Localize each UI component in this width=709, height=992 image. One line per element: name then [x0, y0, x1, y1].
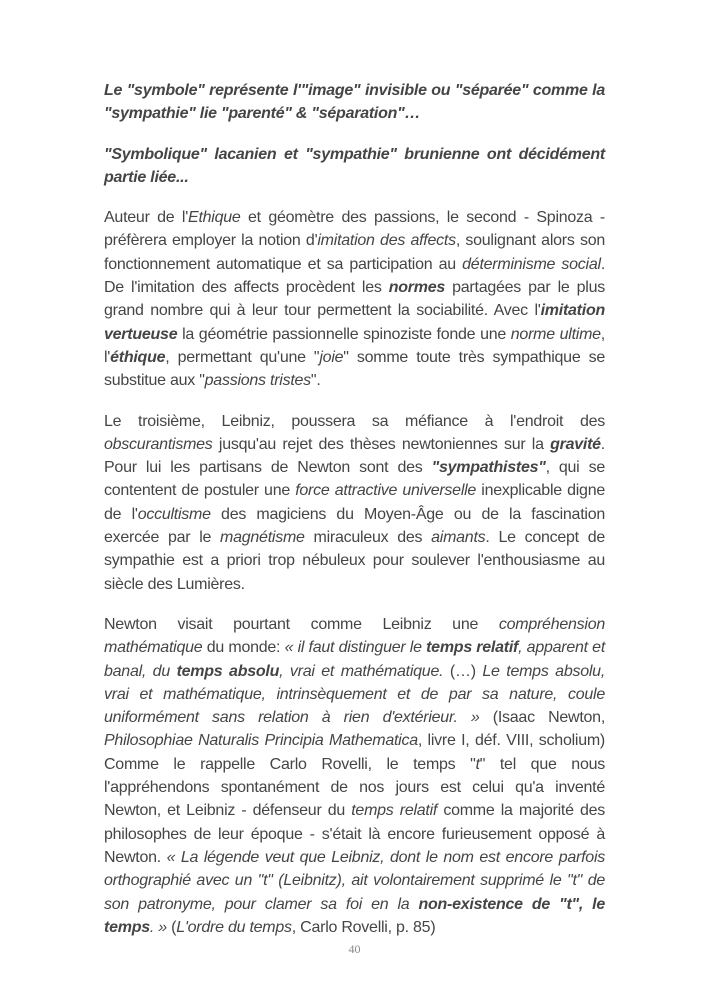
- text-run: Auteur de l': [104, 209, 189, 227]
- emphasized-text: magnétisme: [220, 529, 305, 547]
- emphasized-text: gravité: [550, 435, 601, 453]
- emphasized-text: compréhension mathématique: [104, 615, 605, 657]
- text-run: . De l'imitation des affects procèdent les: [104, 255, 606, 297]
- paragraph: [104, 143, 605, 190]
- text-run: miraculeux des: [304, 529, 432, 547]
- emphasized-text: L'ordre du temps: [176, 918, 292, 936]
- text-run: , livre I, déf. VIII, scholium) Comme le rappelle Carlo Rovelli, le temps ": [104, 732, 606, 773]
- emphasized-text: obscurantismes: [104, 435, 213, 453]
- text-run: des magiciens du Moyen-Âge ou de la fascination exercée par le: [104, 505, 605, 547]
- emphasized-text: normes: [388, 279, 446, 297]
- text-run: , l': [104, 325, 605, 366]
- emphasized-text: non-existence de "t", le temps: [104, 895, 605, 936]
- emphasized-text: temps relatif: [351, 802, 438, 820]
- emphasized-text: , apparent et banal, du: [104, 639, 606, 680]
- emphasized-text: "Symbolique" lacanien et "sympathie" brunienne ont décidément partie liée...: [104, 145, 605, 186]
- text-run: . Le concept de sympathie est a priori trop nébuleux pour soulever l'enthousiasme au siècle des Lumières.: [104, 529, 606, 593]
- text-run: et géomètre des passions, le second - Spinoza - préfèrera employer la notion d': [104, 209, 606, 250]
- text-run: la géométrie passionnelle spinoziste fonde une: [177, 325, 511, 343]
- text-run: , soulignant alors son fonctionnement automatique et sa participation au: [104, 232, 606, 273]
- paragraph: [104, 613, 605, 939]
- paragraph: [104, 206, 605, 392]
- text-run: , qui se contentent de postuler une: [104, 459, 605, 500]
- emphasized-text: , vrai et mathématique.: [279, 662, 450, 680]
- text-run: comme la majorité des philosophes de leur époque - s'était là encore furieusement opposé à Newton.: [104, 802, 606, 866]
- emphasized-text: force attractive universelle: [295, 482, 477, 500]
- text-run: Newton visait pourtant comme Leibniz une: [104, 615, 499, 633]
- emphasized-text: Ethique: [188, 209, 241, 227]
- emphasized-text: occultisme: [137, 505, 211, 523]
- text-run: partagées par le plus grand nombre qui à leur tour permettent la sociabilité. Avec l': [104, 279, 606, 320]
- emphasized-text: « La légende veut que Leibniz, dont le nom est encore parfois orthographié avec un "t" (Leibnitz), ait volontairement supprimé le "t" de son patronyme, pour clamer sa foi en la: [104, 848, 606, 913]
- text-run: " somme toute très sympathique se substitue aux ": [104, 348, 606, 390]
- emphasized-text: Le "symbole" représente l'"image" invisible ou "séparée" comme la "sympathie" lie "parenté" & "séparation"…: [104, 82, 605, 123]
- emphasized-text: déterminisme social: [462, 255, 601, 273]
- text-run: du monde:: [202, 639, 285, 657]
- text-run: Le troisième, Leibniz, poussera sa méfiance à l'endroit des: [104, 412, 605, 430]
- text-run: , permettant qu'une ": [165, 348, 320, 366]
- emphasized-text: passions tristes: [204, 372, 311, 390]
- emphasized-text: éthique: [110, 348, 166, 366]
- emphasized-text: norme ultime: [510, 325, 601, 343]
- text-run: (…): [449, 662, 476, 680]
- text-run: ".: [310, 372, 321, 390]
- emphasized-text: "sympathistes": [431, 459, 546, 477]
- text-run: (: [166, 918, 177, 936]
- emphasized-text: joie: [319, 348, 344, 366]
- emphasized-text: Philosophiae Naturalis Principia Mathematica: [104, 732, 418, 750]
- page-number: 40: [348, 942, 361, 956]
- text-run: , Carlo Rovelli, p. 85): [291, 918, 436, 936]
- paragraph: [104, 410, 605, 596]
- emphasized-text: « il faut distinguer le: [284, 639, 427, 657]
- paragraph: [104, 79, 605, 126]
- emphasized-text: . »: [149, 918, 167, 936]
- text-run: . Pour lui les partisans de Newton sont des: [104, 435, 605, 477]
- text-run: jusqu'au rejet des thèses newtoniennes sur la: [212, 435, 551, 453]
- text-run: inexplicable digne de l': [104, 482, 605, 523]
- text-run: (Isaac Newton,: [479, 709, 606, 727]
- emphasized-text: temps relatif: [426, 639, 519, 657]
- emphasized-text: aimants: [431, 529, 486, 547]
- emphasized-text: t: [475, 755, 480, 773]
- emphasized-text: temps absolu: [176, 662, 280, 680]
- emphasized-text: imitation des affects: [317, 232, 456, 250]
- text-run: " tel que nous l'appréhendons spontanément de nos jours est celui qu'a inventé Newton, et Leibniz - défenseur du: [104, 755, 606, 820]
- document-body: [104, 79, 605, 956]
- emphasized-text: imitation vertueuse: [104, 302, 605, 343]
- emphasized-text: Le temps absolu, vrai et mathématique, intrinsèquement et de par sa nature, coule uniformément sans relation à rien d'extérieur. »: [104, 662, 606, 727]
